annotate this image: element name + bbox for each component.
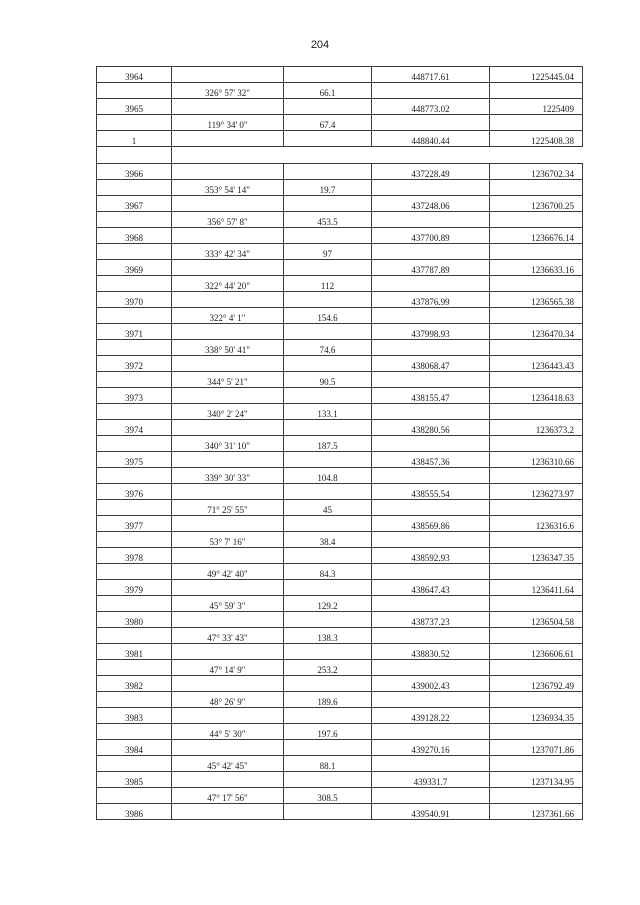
x-coordinate-cell: 437787.89	[372, 260, 490, 276]
distance-cell	[284, 292, 372, 308]
y-coordinate-cell: 1225409	[490, 99, 583, 115]
x-coordinate-cell: 438830.52	[372, 644, 490, 660]
table-row	[97, 628, 583, 644]
x-coordinate-cell: 448840.44	[372, 131, 490, 147]
distance-cell	[284, 228, 372, 244]
x-coordinate-cell: 438569.86	[372, 516, 490, 532]
table-row	[97, 580, 583, 596]
point-number-cell	[97, 724, 172, 740]
table-row	[97, 83, 583, 99]
table-row	[97, 644, 583, 660]
x-coordinate-cell	[372, 756, 490, 772]
x-coordinate-cell	[372, 436, 490, 452]
bearing-cell: 356° 57' 8"	[172, 212, 284, 228]
point-number-cell: 3971	[97, 324, 172, 340]
point-number-cell	[97, 83, 172, 99]
table-row	[97, 500, 583, 516]
x-coordinate-cell	[372, 404, 490, 420]
point-number-cell	[97, 372, 172, 388]
y-coordinate-cell	[490, 756, 583, 772]
point-number-cell: 3978	[97, 548, 172, 564]
bearing-cell: 119° 34' 0"	[172, 115, 284, 131]
point-number-cell	[97, 500, 172, 516]
point-number-cell	[97, 115, 172, 131]
x-coordinate-cell: 439270.16	[372, 740, 490, 756]
table-row	[97, 724, 583, 740]
bearing-cell	[172, 99, 284, 115]
point-number-cell: 3975	[97, 452, 172, 468]
table-row	[97, 131, 583, 147]
bearing-cell	[172, 484, 284, 500]
x-coordinate-cell: 437700.89	[372, 228, 490, 244]
y-coordinate-cell	[490, 724, 583, 740]
distance-cell	[284, 772, 372, 788]
distance-cell	[284, 420, 372, 436]
y-coordinate-cell: 1236676.14	[490, 228, 583, 244]
table-row	[97, 212, 583, 228]
distance-cell	[284, 164, 372, 180]
point-number-cell: 3965	[97, 99, 172, 115]
y-coordinate-cell: 1236633.16	[490, 260, 583, 276]
x-coordinate-cell	[372, 340, 490, 356]
distance-cell	[284, 612, 372, 628]
distance-cell	[284, 452, 372, 468]
point-number-cell: 3969	[97, 260, 172, 276]
y-coordinate-cell	[490, 660, 583, 676]
table-row	[97, 660, 583, 676]
table-row	[97, 372, 583, 388]
point-number-cell: 1	[97, 131, 172, 147]
point-number-cell	[97, 212, 172, 228]
table-row	[97, 516, 583, 532]
point-number-cell: 3981	[97, 644, 172, 660]
x-coordinate-cell	[372, 692, 490, 708]
distance-cell	[284, 580, 372, 596]
table-row	[97, 99, 583, 115]
table-row	[97, 260, 583, 276]
distance-cell: 45	[284, 500, 372, 516]
distance-cell: 104.8	[284, 468, 372, 484]
point-number-cell	[97, 244, 172, 260]
y-coordinate-cell	[490, 276, 583, 292]
bearing-cell: 49° 42' 40"	[172, 564, 284, 580]
point-number-cell: 3974	[97, 420, 172, 436]
table-row	[97, 164, 583, 180]
x-coordinate-cell	[372, 500, 490, 516]
point-number-cell: 3985	[97, 772, 172, 788]
table-row	[97, 596, 583, 612]
distance-cell: 88.1	[284, 756, 372, 772]
coordinate-table	[96, 66, 583, 820]
x-coordinate-cell	[372, 115, 490, 131]
table-row	[97, 404, 583, 420]
y-coordinate-cell: 1236418.63	[490, 388, 583, 404]
bearing-cell	[172, 740, 284, 756]
point-number-cell: 3968	[97, 228, 172, 244]
distance-cell	[284, 356, 372, 372]
bearing-cell	[172, 164, 284, 180]
bearing-cell	[172, 260, 284, 276]
bearing-cell: 47° 33' 43"	[172, 628, 284, 644]
bearing-cell	[172, 516, 284, 532]
point-number-cell	[97, 660, 172, 676]
x-coordinate-cell: 438555.54	[372, 484, 490, 500]
x-coordinate-cell	[372, 244, 490, 260]
point-number-cell: 3979	[97, 580, 172, 596]
point-number-cell	[97, 532, 172, 548]
table-row	[97, 115, 583, 131]
table-row	[97, 388, 583, 404]
point-number-cell: 3973	[97, 388, 172, 404]
table-row	[97, 340, 583, 356]
bearing-cell	[172, 67, 284, 83]
table-row	[97, 532, 583, 548]
y-coordinate-cell	[490, 404, 583, 420]
y-coordinate-cell: 1236470.34	[490, 324, 583, 340]
table-gap-row	[97, 147, 583, 164]
y-coordinate-cell: 1236273.97	[490, 484, 583, 500]
distance-cell	[284, 516, 372, 532]
distance-cell	[284, 804, 372, 820]
table-row	[97, 692, 583, 708]
x-coordinate-cell: 438592.93	[372, 548, 490, 564]
x-coordinate-cell: 438647.43	[372, 580, 490, 596]
point-number-cell	[97, 180, 172, 196]
table-row	[97, 740, 583, 756]
point-number-cell	[97, 628, 172, 644]
bearing-cell	[172, 676, 284, 692]
y-coordinate-cell	[490, 692, 583, 708]
distance-cell	[284, 131, 372, 147]
y-coordinate-cell: 1237071.86	[490, 740, 583, 756]
x-coordinate-cell	[372, 596, 490, 612]
bearing-cell: 340° 2' 24"	[172, 404, 284, 420]
table-row	[97, 468, 583, 484]
bearing-cell	[172, 644, 284, 660]
bearing-cell	[172, 580, 284, 596]
point-number-cell	[97, 147, 172, 164]
y-coordinate-cell	[490, 500, 583, 516]
distance-cell	[284, 740, 372, 756]
point-number-cell	[97, 564, 172, 580]
bearing-cell: 333° 42' 34"	[172, 244, 284, 260]
table-row	[97, 708, 583, 724]
y-coordinate-cell: 1236606.61	[490, 644, 583, 660]
x-coordinate-cell: 437248.06	[372, 196, 490, 212]
x-coordinate-cell	[372, 724, 490, 740]
point-number-cell: 3983	[97, 708, 172, 724]
distance-cell: 84.3	[284, 564, 372, 580]
distance-cell: 187.5	[284, 436, 372, 452]
x-coordinate-cell	[372, 276, 490, 292]
bearing-cell: 45° 42' 45"	[172, 756, 284, 772]
distance-cell: 112	[284, 276, 372, 292]
distance-cell: 197.6	[284, 724, 372, 740]
x-coordinate-cell: 437876.99	[372, 292, 490, 308]
distance-cell	[284, 644, 372, 660]
distance-cell	[284, 708, 372, 724]
bearing-cell: 326° 57' 32"	[172, 83, 284, 99]
y-coordinate-cell	[490, 468, 583, 484]
x-coordinate-cell: 448717.61	[372, 67, 490, 83]
x-coordinate-cell	[372, 532, 490, 548]
bearing-cell: 53° 7' 16"	[172, 532, 284, 548]
point-number-cell	[97, 404, 172, 420]
y-coordinate-cell	[490, 244, 583, 260]
bearing-cell	[172, 420, 284, 436]
x-coordinate-cell: 438155.47	[372, 388, 490, 404]
x-coordinate-cell	[372, 660, 490, 676]
point-number-cell: 3964	[97, 67, 172, 83]
bearing-cell: 322° 44' 20"	[172, 276, 284, 292]
distance-cell	[284, 196, 372, 212]
y-coordinate-cell	[490, 372, 583, 388]
distance-cell	[284, 324, 372, 340]
distance-cell: 189.6	[284, 692, 372, 708]
y-coordinate-cell: 1236702.34	[490, 164, 583, 180]
bearing-cell: 44° 5' 30"	[172, 724, 284, 740]
y-coordinate-cell: 1225408.38	[490, 131, 583, 147]
distance-cell: 253.2	[284, 660, 372, 676]
point-number-cell	[97, 468, 172, 484]
point-number-cell: 3986	[97, 804, 172, 820]
y-coordinate-cell: 1236373.2	[490, 420, 583, 436]
x-coordinate-cell: 439331.7	[372, 772, 490, 788]
point-number-cell: 3982	[97, 676, 172, 692]
point-number-cell: 3972	[97, 356, 172, 372]
table-row	[97, 228, 583, 244]
y-coordinate-cell	[490, 340, 583, 356]
x-coordinate-cell: 438457.36	[372, 452, 490, 468]
point-number-cell: 3976	[97, 484, 172, 500]
table-row	[97, 292, 583, 308]
table-row	[97, 548, 583, 564]
bearing-cell: 47° 17' 56"	[172, 788, 284, 804]
bearing-cell	[172, 548, 284, 564]
bearing-cell	[172, 708, 284, 724]
y-coordinate-cell	[490, 115, 583, 131]
x-coordinate-cell: 438280.56	[372, 420, 490, 436]
y-coordinate-cell: 1236310.66	[490, 452, 583, 468]
table-row	[97, 420, 583, 436]
table-row	[97, 756, 583, 772]
x-coordinate-cell	[372, 308, 490, 324]
table-row	[97, 356, 583, 372]
point-number-cell: 3984	[97, 740, 172, 756]
bearing-cell	[172, 196, 284, 212]
y-coordinate-cell: 1236792.49	[490, 676, 583, 692]
x-coordinate-cell	[372, 788, 490, 804]
point-number-cell	[97, 788, 172, 804]
bearing-cell: 340° 31' 10"	[172, 436, 284, 452]
point-number-cell	[97, 756, 172, 772]
table-row	[97, 67, 583, 83]
table-row	[97, 180, 583, 196]
distance-cell: 66.1	[284, 83, 372, 99]
x-coordinate-cell	[372, 212, 490, 228]
distance-cell	[284, 548, 372, 564]
x-coordinate-cell	[372, 83, 490, 99]
table-row	[97, 436, 583, 452]
table-row	[97, 308, 583, 324]
x-coordinate-cell: 439128.22	[372, 708, 490, 724]
y-coordinate-cell	[490, 180, 583, 196]
distance-cell: 138.3	[284, 628, 372, 644]
bearing-cell	[172, 804, 284, 820]
y-coordinate-cell	[490, 436, 583, 452]
distance-cell	[284, 388, 372, 404]
bearing-cell	[172, 131, 284, 147]
distance-cell: 154.6	[284, 308, 372, 324]
x-coordinate-cell: 437998.93	[372, 324, 490, 340]
point-number-cell	[97, 596, 172, 612]
x-coordinate-cell: 437228.49	[372, 164, 490, 180]
table-row	[97, 564, 583, 580]
bearing-cell: 339° 30' 33"	[172, 468, 284, 484]
point-number-cell	[97, 308, 172, 324]
y-coordinate-cell	[490, 788, 583, 804]
x-coordinate-cell	[372, 180, 490, 196]
distance-cell: 74.6	[284, 340, 372, 356]
bearing-cell: 47° 14' 9"	[172, 660, 284, 676]
table-row	[97, 612, 583, 628]
y-coordinate-cell: 1237134.95	[490, 772, 583, 788]
y-coordinate-cell: 1236316.6	[490, 516, 583, 532]
bearing-cell	[172, 388, 284, 404]
bearing-cell: 353° 54' 14"	[172, 180, 284, 196]
y-coordinate-cell: 1236347.35	[490, 548, 583, 564]
bearing-cell	[172, 356, 284, 372]
y-coordinate-cell	[490, 212, 583, 228]
coordinate-table-body	[97, 67, 583, 820]
bearing-cell: 45° 59' 3"	[172, 596, 284, 612]
table-row	[97, 676, 583, 692]
point-number-cell: 3977	[97, 516, 172, 532]
bearing-cell: 344° 5' 21"	[172, 372, 284, 388]
y-coordinate-cell: 1236934.35	[490, 708, 583, 724]
point-number-cell: 3966	[97, 164, 172, 180]
distance-cell: 453.5	[284, 212, 372, 228]
table-row	[97, 788, 583, 804]
x-coordinate-cell	[372, 372, 490, 388]
x-coordinate-cell: 439002.43	[372, 676, 490, 692]
distance-cell: 97	[284, 244, 372, 260]
y-coordinate-cell	[490, 628, 583, 644]
distance-cell	[284, 676, 372, 692]
bearing-cell	[172, 324, 284, 340]
distance-cell	[284, 484, 372, 500]
x-coordinate-cell	[372, 628, 490, 644]
bearing-cell	[172, 772, 284, 788]
table-row	[97, 276, 583, 292]
y-coordinate-cell: 1236700.25	[490, 196, 583, 212]
y-coordinate-cell: 1236411.64	[490, 580, 583, 596]
x-coordinate-cell	[372, 468, 490, 484]
y-coordinate-cell: 1225445.04	[490, 67, 583, 83]
bearing-cell	[172, 292, 284, 308]
table-row	[97, 772, 583, 788]
distance-cell: 90.5	[284, 372, 372, 388]
y-coordinate-cell	[490, 83, 583, 99]
point-number-cell: 3980	[97, 612, 172, 628]
distance-cell: 308.5	[284, 788, 372, 804]
distance-cell: 19.7	[284, 180, 372, 196]
bearing-cell: 71° 25' 55"	[172, 500, 284, 516]
distance-cell: 129.2	[284, 596, 372, 612]
x-coordinate-cell: 438068.47	[372, 356, 490, 372]
page-number: 204	[310, 39, 330, 51]
bearing-cell	[172, 228, 284, 244]
y-coordinate-cell: 1236565.38	[490, 292, 583, 308]
bearing-cell	[172, 452, 284, 468]
point-number-cell	[97, 692, 172, 708]
distance-cell: 133.1	[284, 404, 372, 420]
distance-cell	[284, 67, 372, 83]
table-row	[97, 196, 583, 212]
point-number-cell	[97, 276, 172, 292]
table-row	[97, 452, 583, 468]
bearing-cell: 48° 26' 9"	[172, 692, 284, 708]
y-coordinate-cell	[490, 532, 583, 548]
x-coordinate-cell: 448773.02	[372, 99, 490, 115]
table-row	[97, 804, 583, 820]
y-coordinate-cell: 1236504.58	[490, 612, 583, 628]
x-coordinate-cell: 439540.91	[372, 804, 490, 820]
y-coordinate-cell	[490, 564, 583, 580]
distance-cell: 67.4	[284, 115, 372, 131]
point-number-cell: 3970	[97, 292, 172, 308]
table-row	[97, 244, 583, 260]
y-coordinate-cell: 1236443.43	[490, 356, 583, 372]
distance-cell: 38.4	[284, 532, 372, 548]
point-number-cell: 3967	[97, 196, 172, 212]
table-row	[97, 484, 583, 500]
distance-cell	[284, 260, 372, 276]
x-coordinate-cell: 438737.23	[372, 612, 490, 628]
y-coordinate-cell: 1237361.66	[490, 804, 583, 820]
bearing-cell	[172, 612, 284, 628]
point-number-cell	[97, 340, 172, 356]
distance-cell	[284, 99, 372, 115]
x-coordinate-cell	[372, 564, 490, 580]
table-row	[97, 324, 583, 340]
bearing-cell: 338° 50' 41"	[172, 340, 284, 356]
y-coordinate-cell	[490, 308, 583, 324]
y-coordinate-cell	[490, 596, 583, 612]
point-number-cell	[97, 436, 172, 452]
bearing-cell: 322° 4' 1"	[172, 308, 284, 324]
